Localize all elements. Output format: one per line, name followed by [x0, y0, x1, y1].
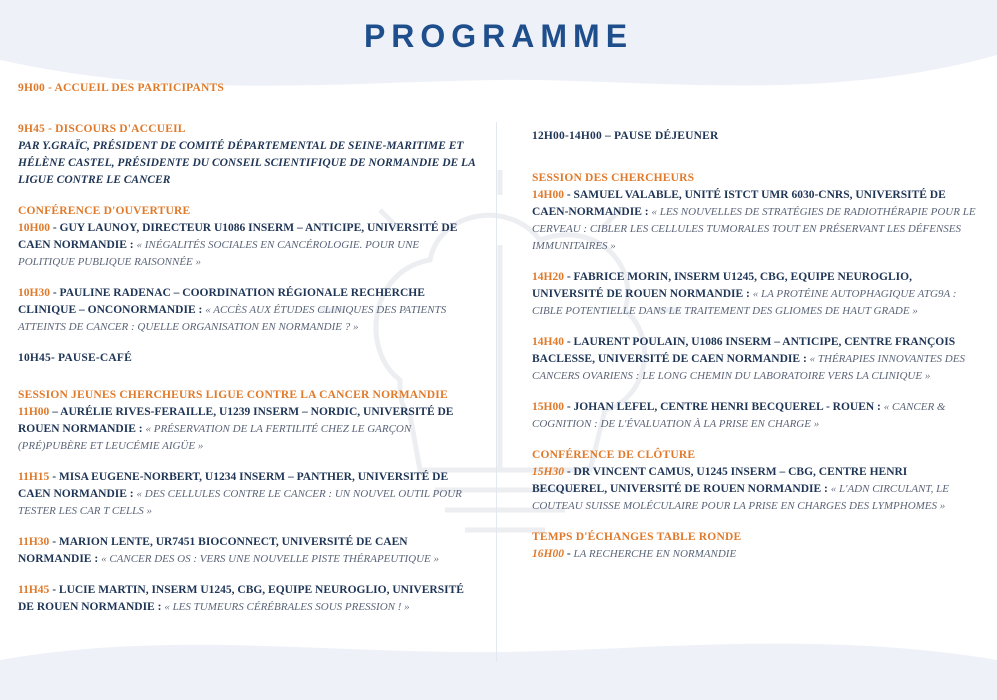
item-speaker: - JOHAN LEFEL, CENTRE HENRI BECQUEREL - ROUEN :: [563, 401, 884, 413]
column-divider: [496, 122, 497, 662]
programme-item-1100: [18, 404, 478, 455]
discours-text: PAR Y.GRAÏC, PRÉSIDENT DE COMITÉ DÉPARTEMENTAL DE SEINE-MARITIME ET HÉLÈNE CASTEL, PRÉSIDENTE DU CONSEIL SCIENTIFIQUE DE NORMANDIE DE LA LIGUE CONTRE LE CANCER: [18, 140, 476, 186]
item-time: 15H00: [532, 401, 564, 413]
discours-heading: 9H45 - DISCOURS D'ACCUEIL: [18, 123, 186, 135]
item-speaker: - PAULINE RADENAC – COORDINATION RÉGIONALE RECHERCHE CLINIQUE – ONCONORMANDIE :: [18, 287, 425, 316]
item-speaker: - LUCIE MARTIN, INSERM U1245, CBG, EQUIPE NEUROGLIO, UNIVERSITÉ DE ROUEN NORMANDIE :: [18, 584, 464, 613]
programme-item-1400: [532, 187, 982, 255]
item-speaker: - DR VINCENT CAMUS, U1245 INSERM – CBG, CENTRE HENRI BECQUEREL, UNIVERSITÉ DE ROUEN NORMANDIE :: [532, 466, 908, 495]
item-topic: « ACCÈS AUX ÉTUDES CLINIQUES DES PATIENTS ATTEINTS DE CANCER : QUELLE ORGANISATION EN NORMANDIE ? »: [18, 304, 447, 333]
item-topic: LA RECHERCHE EN NORMANDIE: [573, 548, 737, 560]
item-speaker: - MISA EUGENE-NORBERT, U1234 INSERM – PANTHER, UNIVERSITÉ DE CAEN NORMANDIE :: [18, 471, 449, 500]
item-time: 14H40: [532, 336, 564, 348]
table-ronde-heading: TEMPS D'ÉCHANGES TABLE RONDE: [532, 531, 742, 543]
item-speaker: - MARION LENTE, UR7451 BIOCONNECT, UNIVERSITÉ DE CAEN NORMANDIE :: [18, 536, 408, 565]
item-topic: « LA PROTÉINE AUTOPHAGIQUE ATG9A : CIBLE POTENTIELLE DANS LE TRAITEMENT DES GLIOMES DE HAUT GRADE »: [532, 288, 957, 317]
programme-item-1115: [18, 469, 478, 520]
session-jeunes-heading: SESSION JEUNES CHERCHEURS LIGUE CONTRE LA CANCER NORMANDIE: [18, 389, 448, 401]
item-topic: « INÉGALITÉS SOCIALES EN CANCÉROLOGIE. POUR UNE POLITIQUE PUBLIQUE RAISONNÉE »: [18, 239, 420, 268]
item-speaker: - FABRICE MORIN, INSERM U1245, CBG, EQUIPE NEUROGLIO, UNIVERSITÉ DE ROUEN NORMANDIE :: [532, 271, 912, 300]
programme-item-1000: [18, 220, 478, 271]
item-topic: « THÉRAPIES INNOVANTES DES CANCERS OVARIENS : LE LONG CHEMIN DU LABORATOIRE VERS LA CLINIQUE »: [532, 353, 965, 382]
programme-item-1530: [532, 464, 982, 515]
item-speaker: – AURÉLIE RIVES-FERAILLE, U1239 INSERM – NORDIC, UNIVERSITÉ DE ROUEN NORMANDIE :: [18, 406, 454, 435]
pause-cafe-heading: 10H45- PAUSE-CAFÉ: [18, 352, 133, 364]
item-time: 16H00: [532, 548, 564, 560]
item-topic: « LES NOUVELLES DE STRATÉGIES DE RADIOTHÉRAPIE POUR LE CERVEAU : CIBLER LES CELLULES TUMORALES TOUT EN PRÉSERVANT LES DÉFENSES IMMUNITAIRES »: [532, 206, 976, 252]
item-time: 10H30: [18, 287, 50, 299]
conference-cloture-heading: CONFÉRENCE DE CLÔTURE: [532, 449, 696, 461]
session-chercheurs-heading: SESSION DES CHERCHEURS: [532, 172, 695, 184]
programme-item-1145: [18, 582, 478, 616]
programme-item-1440: [532, 334, 982, 385]
item-speaker: - SAMUEL VALABLE, UNITÉ ISTCT UMR 6030-CNRS, UNIVERSITÉ DE CAEN-NORMANDIE :: [532, 189, 946, 218]
item-topic: « L'ADN CIRCULANT, LE COUTEAU SUISSE MOLÉCULAIRE POUR LA PRISE EN CHARGES DES LYMPHOMES »: [532, 483, 950, 512]
item-time: 11H45: [18, 584, 50, 596]
item-time: 11H15: [18, 471, 50, 483]
item-topic: « LES TUMEURS CÉRÉBRALES SOUS PRESSION ! »: [164, 601, 410, 613]
programme-item-1500: [532, 399, 982, 433]
item-time: 10H00: [18, 222, 50, 234]
accueil-heading: 9H00 - ACCUEIL DES PARTICIPANTS: [18, 82, 225, 94]
right-column: [532, 128, 982, 563]
item-time: 11H00: [18, 406, 50, 418]
item-speaker: - LAURENT POULAIN, U1086 INSERM – ANTICIPE, CENTRE FRANÇOIS BACLESSE, UNIVERSITÉ DE CAEN NORMANDIE :: [532, 336, 956, 365]
page-title: PROGRAMME: [363, 18, 634, 54]
programme-item-1600: [532, 546, 982, 563]
item-topic: « CANCER DES OS : VERS UNE NOUVELLE PISTE THÉRAPEUTIQUE »: [101, 553, 439, 565]
item-time: 14H00: [532, 189, 564, 201]
item-speaker: - GUY LAUNOY, DIRECTEUR U1086 INSERM – ANTICIPE, UNIVERSITÉ DE CAEN NORMANDIE :: [18, 222, 458, 251]
pause-dejeuner-heading: 12H00-14H00 – PAUSE DÉJEUNER: [532, 130, 719, 142]
item-speaker: -: [563, 548, 574, 560]
item-time: 11H30: [18, 536, 50, 548]
item-topic: « DES CELLULES CONTRE LE CANCER : UN NOUVEL OUTIL POUR TESTER LES CAR T CELLS »: [18, 488, 462, 517]
conference-ouverture-heading: CONFÉRENCE D'OUVERTURE: [18, 205, 191, 217]
programme-item-1130: [18, 534, 478, 568]
left-column: [18, 80, 478, 616]
item-topic: « CANCER & COGNITION : DE L'ÉVALUATION À LA PRISE EN CHARGE »: [532, 401, 946, 430]
bottom-wave-decoration: [0, 620, 997, 700]
item-time: 14H20: [532, 271, 564, 283]
item-time: 15H30: [532, 466, 564, 478]
item-topic: « PRÉSERVATION DE LA FERTILITÉ CHEZ LE GARÇON (PRÉ)PUBÈRE ET LEUCÉMIE AIGÜE »: [18, 423, 412, 452]
programme-item-1030: [18, 285, 478, 336]
programme-item-1420: [532, 269, 982, 320]
